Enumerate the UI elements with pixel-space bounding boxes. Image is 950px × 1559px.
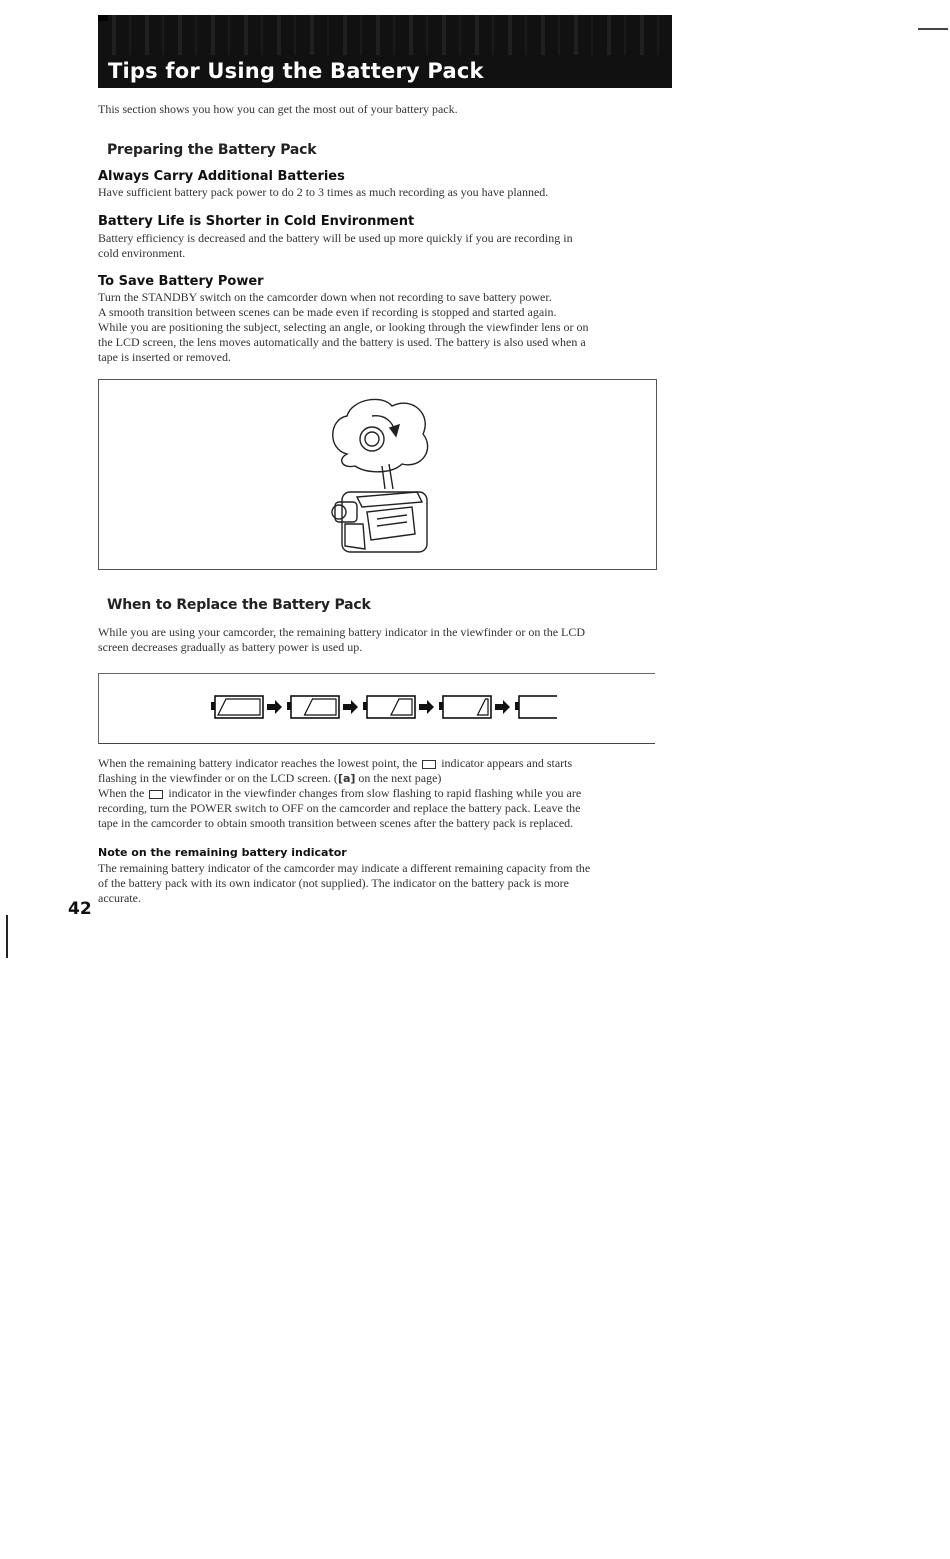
replace-text-line-2: screen decreases gradually as battery power is used up. [98,640,363,654]
battery-level-fill [305,699,337,715]
page-title: Tips for Using the Battery Pack [108,59,484,83]
arrow-right-icon [343,700,358,714]
after-text-part: indicator in the viewfinder changes from slow flashing to rapid flashing while you are [168,786,582,800]
after-text-line-4: recording, turn the POWER switch to OFF on the camcorder and replace the battery pack. Leave the [98,801,581,815]
after-text-part: When the remaining battery indicator reaches the lowest point, the [98,756,418,770]
battery-indicator-sequence-box [98,673,655,744]
banner-texture [98,15,672,55]
arrow-right-icon [495,700,510,714]
save-line: the LCD screen, the lens moves automatically and the battery is used. The battery is also used when a [98,335,586,349]
after-text-part: indicator appears and starts [441,756,573,770]
banner-corner [98,15,108,21]
cold-text-line-2: cold environment. [98,246,186,260]
battery-indicator-icon [363,696,415,718]
figure-reference: [a] [337,772,356,785]
subheading-carry: Always Carry Additional Batteries [98,169,345,184]
section-heading-preparing: Preparing the Battery Pack [107,142,317,158]
page-number: 42 [68,899,92,919]
battery-body [519,696,557,718]
after-text-line-2 [98,771,658,786]
intro-text: This section shows you how you can get the most out of your battery pack. [98,102,458,116]
after-text-line-3 [98,786,658,801]
note-line: The remaining battery indicator of the camcorder may indicate a different remaining capacity from the [98,861,591,875]
subheading-cold: Battery Life is Shorter in Cold Environment [98,214,415,229]
save-line: A smooth transition between scenes can be made even if recording is stopped and started again. [98,305,557,319]
after-text-line-1 [98,756,658,771]
replace-text-line-1: While you are using your camcorder, the remaining battery indicator in the viewfinder or on the LCD [98,625,586,639]
battery-indicator-sequence [207,694,557,726]
title-banner [98,15,672,88]
after-text-part: When the [98,786,145,800]
cold-text-line-1: Battery efficiency is decreased and the battery will be used up more quickly if you are recording in [98,231,573,245]
binding-mark [6,915,8,958]
empty-battery-icon [422,760,436,769]
battery-indicator-icon [287,696,339,718]
battery-level-fill [218,699,260,715]
battery-level-fill [391,699,412,715]
camcorder-illustration-box [98,379,657,570]
battery-indicator-icon [515,696,557,718]
battery-indicator-icon [211,696,263,718]
arrow-right-icon [267,700,282,714]
after-text-part: on the next page) [358,771,442,785]
battery-indicator-icon [439,696,491,718]
note-heading: Note on the remaining battery indicator [98,846,347,859]
margin-mark [918,28,948,30]
after-text-line-5: tape in the camcorder to obtain smooth transition between scenes after the battery pack is replaced. [98,816,574,830]
carry-text: Have sufficient battery pack power to do 2 to 3 times as much recording as you have planned. [98,185,549,199]
note-line: of the battery pack with its own indicator (not supplied). The indicator on the battery pack is more [98,876,569,890]
empty-battery-icon [149,790,163,799]
after-text-part: flashing in the viewfinder or on the LCD screen. ( [98,771,338,785]
subheading-save: To Save Battery Power [98,274,264,289]
battery-level-fill [478,699,489,715]
section-heading-replace: When to Replace the Battery Pack [107,597,371,613]
note-line: accurate. [98,891,141,905]
save-line: tape is inserted or removed. [98,350,231,364]
camcorder-standby-illustration [327,394,437,559]
arrow-right-icon [419,700,434,714]
save-line: Turn the STANDBY switch on the camcorder down when not recording to save battery power. [98,290,552,304]
save-line: While you are positioning the subject, selecting an angle, or looking through the viewfinder lens or on [98,320,589,334]
